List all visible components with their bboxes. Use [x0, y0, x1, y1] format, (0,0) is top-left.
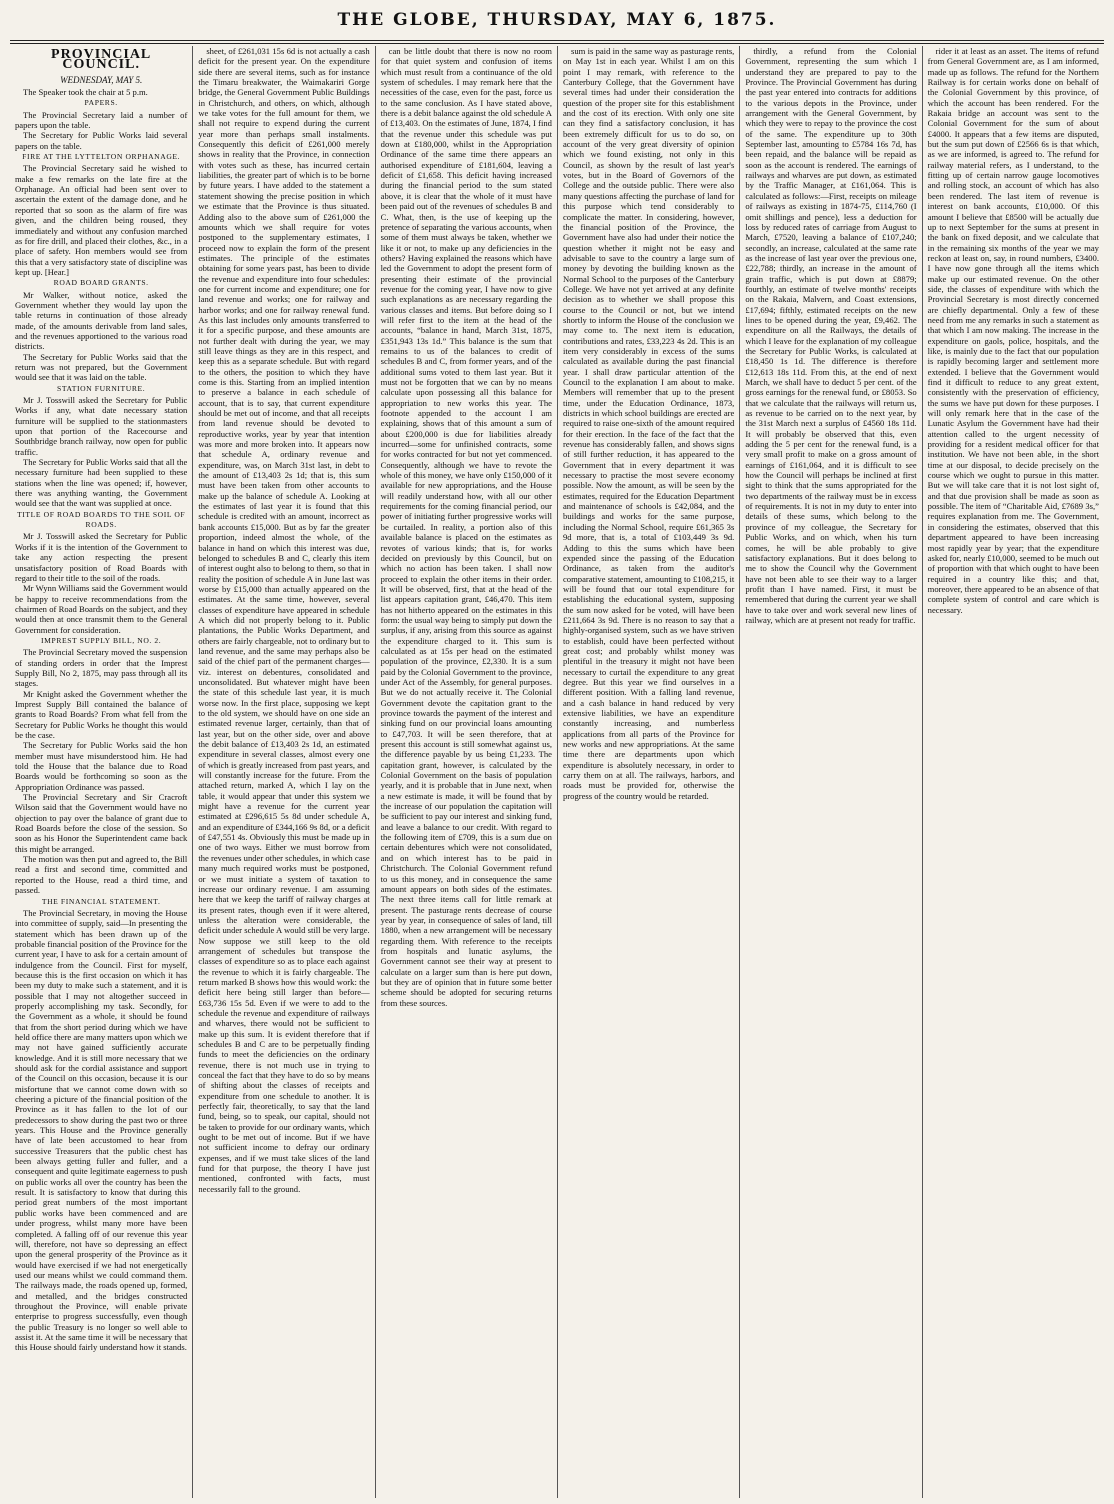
paragraph: The Speaker took the chair at 5 p.m. [23, 87, 148, 98]
section-subheading: PAPERS. [84, 98, 118, 108]
masthead-rule-double [10, 43, 1104, 44]
paragraph: The Secretary for Public Works said that the return was not prepared, but the Government would see that it was laid on the table. [15, 351, 188, 383]
paragraph: Mr Wynn Williams said the Government would be happy to receive recommendations from the chairmen of Road Boards on the subject, and they would then at once transmit them to the General Government for consideration. [15, 583, 188, 635]
paragraph: The Secretary for Public Works said the hon member must have misunderstood him. He had told the House that the balance due to Road Boards would be forthcoming so soon as the Appropriation Ordinance was passed. [15, 740, 188, 792]
section-subheading: STATION FURNITURE. [57, 383, 146, 393]
masthead-rule [10, 40, 1104, 41]
paragraph: The Provincial Secretary said he wished to make a few remarks on the late fire at the Orphanage. An official had been sent over to ascertain the extent of the damage done, and he reported that so soon as the alarm of fire was given, and the children being roused, they immediately and without any confusion marched as for fire drill, and placed their clothes, &c., in a place of safety. Hon members would see from this that a very satisfactory state of discipline was kept up. [Hear.] [15, 163, 188, 277]
paragraph: can be little doubt that there is now no room for that quiet system and confusion of items which must result from a continuance of the old system of schedules. I may remark here that the necessities of the case, even for the past, force us to the same conclusion. As I have stated above, there is a debit balance against the old schedule A of £13,403. On the estimates of June, 1874, I find that the revenue under this schedule was put down at £180,000, whilst in the Appropriation Ordinance of the same time there appears an authorised expenditure of £181,604, leaving a deficit of £1,658. This deficit having increased during the financial period to the sum stated above, it is clear that the whole of it must have been paid out of the revenues of schedules B and C. What, then, is the use of keeping up the pretence of separating the various accounts, when some of them must always be taken, whether we like it or not, to make up any deficiencies in the others? Having explained the reasons which have led the Government to adopt the present form of presenting their estimate of the provincial revenue for the coming year, I have now to give such explanations as are necessary regarding the various classes and items. But before doing so I will refer first to the item at the head of the accounts, “balance in hand, March 31st, 1875, £351,943 13s 1d.” This balance is the sum that remains to us of the balances to credit of schedules B and C, from former years, and of the additional sums voted to them last year. But it must not be forgotten that we can by no means calculate upon possessing all this balance for appropriation to new works this year. The footnote appended to the account I am explaining, shows that of this amount a sum of about £200,000 is due for liabilities already incurred—some for unfinished contracts, some for works contracted for but not yet commenced. Consequently, although we have to revote the whole of this money, we have only £150,000 of it available for new appropriations, and the House will readily understand how, with all our other requirements for the coming financial period, our power of initiating further progressive works will be curtailed. In reality, a portion also of this available balance is placed on the estimates as revotes of various kinds; that is, for works decided on previously by this Council, but on which no action has been taken. I shall now proceed to explain the other items in their order. It will be observed, first, that at the head of the list appears capitation grant, £46,470. This item has not hitherto appeared on the estimates in this form: the usual way being to simply put down the surplus, if any, arising from this source as against the expenditure charged to it. This sum is calculated as at 15s per head on the estimated population of the province, £2,330. It is a sum paid by the Colonial Government to the province, under Act of the Assembly, for general purposes. But we do not actually receive it. The Colonial Government devote the capitation grant to the province towards the payment of the interest and sinking fund on our provincial loans amounting to £47,703. It will be seen therefore, that at present this account is still somewhat against us, the difference payable by us being £1,233. The capitation grant, however, is calculated by the Colonial Government on the basis of population yearly, and it is probable that in June next, when a new estimate is made, it will be found that by the increase of our population the capitation will be sufficient to pay our interest and sinking fund, and leave a balance to our credit. With regard to the following item of £709, this is a sum due on certain debentures which were not consolidated, and on which interest has to be paid in Christchurch. The Colonial Government refund to us this money, and in consequence the same amount appears on both sides of the estimates. The next three items call for little remark at present. The pasturage rents decrease of course year by year, in consequence of sales of land, till 1880, when a new arrangement will be necessary regarding them. With reference to the receipts from hospitals and lunatic asylums, the Government cannot see their way at present to calculate on a larger sum than is here put down, but they are of opinion that in future some better scheme should be adopted for securing returns from these sources. [380, 46, 552, 1008]
paragraph: The Provincial Secretary moved the suspension of standing orders in order that the Imprest Supply Bill, No 2, 1875, may pass through all its stages. [15, 647, 188, 689]
paragraph: Mr Knight asked the Government whether the Imprest Supply Bill contained the balance of grants to Road Boards? From what fell from the Secretary for Public Works he thought this would be the case. [15, 688, 188, 740]
paragraph: Mr J. Tosswill asked the Secretary for Public Works if any, what date necessary station furniture will be supplied to the stationmasters upon that portion of the Racecourse and Southbridge branch railway, now open for public traffic. [15, 395, 188, 457]
paragraph: Mr J. Tosswill asked the Secretary for Public Works if it is the intention of the Government to take any action respecting the present unsatisfactory position of Road Boards with regard to their title to the soil of the roads. [15, 531, 188, 583]
section-subheading: THE FINANCIAL STATEMENT. [41, 896, 161, 906]
section-subheading: ROAD BOARD GRANTS. [53, 278, 149, 288]
column-4 [557, 46, 739, 1498]
paragraph: The Secretary for Public Works said that all the necessary furniture had been supplied to these stations when the line was opened; if, however, there was anything wanting, the Government would see that the want was supplied at once. [15, 457, 188, 509]
column-5 [739, 46, 921, 1498]
column-3 [375, 46, 557, 1498]
section-subheading: TITLE OF ROAD BOARDS TO THE SOIL OF ROADS. [17, 509, 186, 530]
column-1 [10, 46, 192, 1498]
paragraph: The Provincial Secretary, in moving the House into committee of supply, said—In presenting the statement which has been drawn up of the probable financial position of the Province for the current year, I have to ask for a certain amount of indulgence from the Council. First for myself, because this is the first occasion on which it has been my duty to make such a statement, and it is possible that I may not altogether succeed in properly accomplishing my task. Secondly, for the Government as a whole, it should be found that from the short period during which we have held office there are many matters upon which we may not have gained sufficiently accurate knowledge. And it is still more necessary that we should ask for the cordial assistance and support of the Council on this occasion, because it is our misfortune that we cannot come down with so cheering a picture of the financial position of the Province as it has fallen to the lot of our predecessors to show during the past two or three years. This House and the Province generally have of late been accustomed to hear from successive Treasurers that the public chest has been always getting fuller and fuller, and a consequent and quite legitimate eagerness to push on public works all over the country has been the result. It is satisfactory to know that during this period great numbers of the most important public works have been commenced and are under progress, whilst many more have been completed. A falling off of our revenue this year will, therefore, not have so depressing an effect upon the general prosperity of the Province as it would have exercised if we had not energetically used our means whilst we could command them. The railways made, the roads opened up, formed, and metalled, and the bridges constructed throughout the Province, will enable private enterprise to progress successfully, even though the public Treasury is no longer so well able to assist it. At the same time it will be necessary that this House should fairly understand how it stands. [15, 907, 188, 1353]
article-heading: PROVINCIAL COUNCIL. [51, 47, 152, 73]
masthead-title: THE GLOBE, THURSDAY, MAY 6, 1875. [337, 10, 777, 30]
column-6 [922, 46, 1104, 1498]
section-subheading: FIRE AT THE LYTTELTON ORPHANAGE. [22, 152, 181, 162]
masthead [0, 0, 1114, 40]
paragraph: sheet, of £261,031 15s 6d is not actually a cash deficit for the present year. On the expenditure side there are several items, such as for instance the Timaru breakwater, the Waimakariri Gorge bridge, the General Government Public Buildings in Christchurch, and others, on which, although we take votes for the full amount for them, we shall not require to expend during the current year more than perhaps small instalments. Consequently this deficit of £261,000 merely shows in reality that the Province, in connection with votes such as these, has incurred certain liabilities, the greater part of which is to be borne by future years. I have added to the statement a statement showing the precise position in which we estimate that the Province is thus situated. Adding also to the above sum of £261,000 the amounts which we shall require for votes postponed to the supplementary estimates, I proceed now to explain the form of the present estimates. The principle of the estimates obtaining for some years past, has been to divide the revenue and expenditure into four schedules: one for current income and expenditure; one for land revenue and works; one for railway and harbor works; and one for railway renewal fund. As this last includes only amounts transferred to it for a specific purpose, and these amounts are not further dealt with during the year, we may still leave things as they are in this respect, and keep this as a separate schedule. But with regard to the others, the position to which they have come is this. Starting from an implied intention to preserve a balance in each schedule of account, that is to say, that current expenditure should be met out of income, and that all receipts from land revenue should be devoted to reproductive works, year by year that intention was more and more broken into. It appears now that schedule A, ordinary revenue and expenditure, was, on March 31st last, in debt to the amount of £13,403 2s 1d; that is, this sum must have been taken from other accounts to make up the balance of schedule A. Looking at the estimates of last year it is found that this schedule is credited with an amount, incorrect as bank accounts £15,000. But as by far the greater proportion, indeed almost the whole, of the balance in hand on which this interest was due, belonged to schedules B and C, clearly this item of interest ought also to belong to them, so that in reality the position of schedule A in June last was worse by £15,000 than actually appeared on the estimates. At the same time, however, several classes of expenditure have appeared in schedule A which did not properly belong to it. Public plantations, the Public Works Department, and others are fairly chargeable, not to ordinary but to land revenue, and the same may perhaps also be said of the chief part of the permanent charges—viz. interest on debentures, consolidated and unconsolidated. But whatever might have been the state of this schedule last year, it is much worse now. In the first place, supposing we kept to the old system, we should have on one side an estimated revenue larger, certainly, than that of last year, but on the other side, over and above the debit balance of £13,403 2s 1d, an estimated expenditure in several classes, almost every one of which is greatly increased from past years, and will constantly increase for the future. From the attached return, marked A, which I lay on the table, it would appear that under this system we might have a revenue for the current year estimated at £296,615 5s 8d under schedule A, and an expenditure of £344,166 9s 8d, or a deficit of £47,551 4s. Obviously this must be made up in one of two ways. Either we must borrow from the revenues under other schedules, in which case many much required works must be postponed, or we must initiate a system of taxation to increase our ordinary revenue. I am assuming here that we keep the tariff of railway charges at its present rates, though even if it were altered, unless the alteration were considerable, the deficit under schedule A would still be very large. Now suppose we still keep to the old arrangement of schedules but transpose the classes of expenditure so as to place each against the revenue to which it is fairly chargeable. The return marked B shows how this would work: the deficit here being still larger than before—£63,736 15s 5d. Even if we were to add to the schedule the revenue and expenditure of railways and wharves, there would not be sufficient to make up this sum. It is evident therefore that if schedules B and C are to be perpetually finding funds to meet the deficiencies on the ordinary revenue, there is not much use in trying to conceal the fact that they have to do so by means of shifting about the classes of receipts and expenditure from one schedule to another. It is perfectly fair, theoretically, to say that the land fund, being, so to speak, our capital, should not be taken to provide for our ordinary wants, which ought to be met out of income. But if we have not sufficient income to defray our ordinary expenses, and if we must take slices of the land fund for that purpose, the theory I have just mentioned, confronted with facts, must necessarily fall to the ground. [198, 46, 370, 1194]
paragraph: rider it at least as an asset. The items of refund from General Government are, as I am informed, made up as follows. The refund for the Northern Railway is for certain works done on behalf of the Colonial Government by this province, of which the account has been rendered. For the Rakaia bridge an account was sent to the Colonial Government for the sum of about £4000. It appears that a few items are disputed, but the sum put down of £2566 6s is that which, as we are informed, is agreed to. The refund for railway material refers, as I understand, to the fitting up of certain narrow gauge locomotives and rolling stock, an account of which has also been rendered. The last item of revenue is interest on bank accounts, £10,000. Of this amount I believe that £8500 will be actually due up to next September for the sums at present in the bank on fixed deposit, and we calculate that in the remaining six months of the year we may reckon at least on, say, in round numbers, £3400. I have now gone through all the items which make up our estimated revenue. On the other side, the classes of expenditure with which the Provincial Secretary is most directly concerned are chiefly departmental. Only a few of these need from me any remarks in such a statement as that which I am now making. The increase in the expenditure on gaols, police, hospitals, and the like, is mainly due to the fact that our population is rapidly becoming larger and settlement more extended. I believe that the Government would find it difficult to reduce to any great extent, consistently with the preservation of efficiency, the sums we have put down for these purposes. I will only remark here that in the case of the Lunatic Asylum the Government have had their attention called to the urgent necessity of providing for a resident medical officer for that institution. We have not been able, in the short time at our disposal, to decide precisely on the course which we ought to pursue in this matter. But we will take care that it is not lost sight of, and that due provision shall be made as soon as possible. The item of “Charitable Aid, £7689 3s,” requires explanation from me. The Government, in considering the estimates, observed that this department appeared to have been increasing most rapidly year by year; that the expenditure asked for, nearly £10,000, seemed to be much out of proportion with that which ought to have been required in a country like this; and that, moreover, there appeared to be an absence of that complete system of control and care which is necessary. [927, 46, 1099, 615]
paragraph: The Provincial Secretary laid a number of papers upon the table. [15, 109, 188, 131]
column-2 [192, 46, 374, 1498]
paragraph: sum is paid in the same way as pasturage rents, on May 1st in each year. Whilst I am on this point I may remark, with reference to the Canterbury College, that the Government have several times had under their consideration the question of the proper site for this establishment and the cost of its erection. With only one site can they find a satisfactory conclusion, it has been extremely difficult for us to do so, on account of the very great diversity of opinion which we found existing, not only in this Council, as shown by the result of last year's votes, but in the Board of Governors of the College and the outside public. There were also many questions affecting the purchase of land for this purpose which tend considerably to complicate the matter. In considering, however, the financial position of the Province, the Government have also had under their notice the question whether it might not be easy and advisable to save to the country a large sum of money by devoting the building known as the Normal School to the purposes of the Canterbury College. We have not yet arrived at any definite decision as to whether we shall propose this course to the Council or not, but we intend shortly to inform the House of the conclusion we may come to. The next item is education, contributions and rates, £33,223 4s 2d. This is an item very considerably in excess of the sums calculated as available during the past financial year. I shall draw particular attention of the Council to the explanation I am about to make. Members will remember that up to the present time, under the Education Ordinance, 1873, districts in which school buildings are erected are required to raise one-sixth of the amount required for their erection. In the face of the fact that the revenue has considerably fallen, and shows signs of still further reduction, it has appeared to the Government that in every department it was necessary to practise the most severe economy possible. Now the amount, as will be seen by the estimates, required for the Education Department and maintenance of schools is £42,084, and the buildings and works for the same purpose, including the Normal School, require £61,365 3s 9d more, that is, a total of £103,449 3s 9d. Adding to this the sums which have been expended since the passing of the Education Ordinance, as taken from the auditor's comparative statement, amounting to £108,215, it will be found that our total expenditure for establishing the educational system, supposing the sum now asked for be voted, will have been £211,664 3s 9d. There is no reason to say that a highly-organised system, such as we have striven to establish, could have been perfected without great cost; and probably whilst money was plentiful in the treasury it might not have been necessary to curtail the expenditure to any great degree. But this year we find ourselves in a different position. With a falling land revenue, and a cash balance in hand reduced by very extensive liabilities, we have an expenditure constantly increasing, and numberless applications from all parts of the Province for new works and new appropriations. At the same time there are departments upon which expenditure is absolutely necessary, in order to carry them on at all. The railways, harbors, and roads must be provided for, otherwise the progress of the country would be retarded. [562, 46, 735, 801]
paragraph: thirdly, a refund from the Colonial Government, representing the sum which I understand they are prepared to pay to the Province. The Provincial Government has during the past year entered into contracts for additions to the various depots in the Province, under arrangement with the General Government, by which they were to repay to the province the cost of the same. The expenditure up to 30th September last, amounting to £5784 16s 7d, has been repaid, and the balance will be repaid as soon as the account is rendered. The earnings of railways and wharves are put down, as estimated by the Traffic Manager, at £161,064. This is calculated as follows:—First, receipts on mileage of railways as existing in 1874-75, £114,760 (I omit shillings and pence), less a deduction for loss by reduced rates of carriage from August to March, £7520, leaving a balance of £107,240; secondly, an increase, calculated at the same rate as the increase of last year over the previous one, £22,788; thirdly, an increase in the amount of grain traffic, which is put down at £8879; fourthly, an estimate of twelve months' receipts on the Rakaia, Malvern, and Coast extensions, £17,694; fifthly, estimated receipts on the new lines to be opened during the year, £9,462. The expenditure on all the Railways, the details of which I leave for the explanation of my colleague the Secretary for Public Works, is calculated at £18,450 1s 1d. The difference is therefore £12,613 18s 11d. From this, at the end of next March, we shall have to deduct 5 per cent. of the gross earnings for the renewal fund, or £8053. So that we calculate that the railways will return us, as revenue to be carried on to the next year, by the 31st March next a surplus of £4560 18s 11d. It will probably be observed that this, even adding the 5 per cent for the renewal fund, is a very small profit to make on a gross amount of earnings of £161,064, and it is difficult to see how the Council will perhaps be inclined at first sight to think that the sums appropriated for the two departments of the railway must be in excess of requirements. It is not in my duty to enter into details of these sums, which belong to the province of my colleague, the Secretary for Public Works, and on which, when his turn comes, he will be able probably to give satisfactory explanations. But it does belong to me to show the Council why the Government have not been able to see their way to a larger profit than I have named. First, it must be remembered that during the current year we shall have to take over and work several new lines of railway, which are at present not ready for traffic. [745, 46, 917, 625]
newspaper-columns [10, 46, 1104, 1498]
paragraph: Mr Walker, without notice, asked the Government whether they would lay upon the table returns in continuation of those already made, of the amounts derivable from land sales, and the revenues apportioned to the various road districts. [15, 289, 188, 352]
paragraph: The Secretary for Public Works laid several papers on the table. [15, 130, 188, 151]
section-subheading: IMPREST SUPPLY BILL, NO. 2. [41, 635, 162, 645]
paragraph: The Provincial Secretary and Sir Cracroft Wilson said that the Government would have no objection to pay over the balance of grant due to Road Boards before the close of the session. So soon as his Honor the Superintendent came back this might be arranged. [15, 792, 188, 854]
paragraph: The motion was then put and agreed to, the Bill read a first and second time, committed and reported to the House, read a third time, and passed. [15, 854, 188, 896]
article-dateline: WEDNESDAY, MAY 5. [60, 74, 143, 85]
